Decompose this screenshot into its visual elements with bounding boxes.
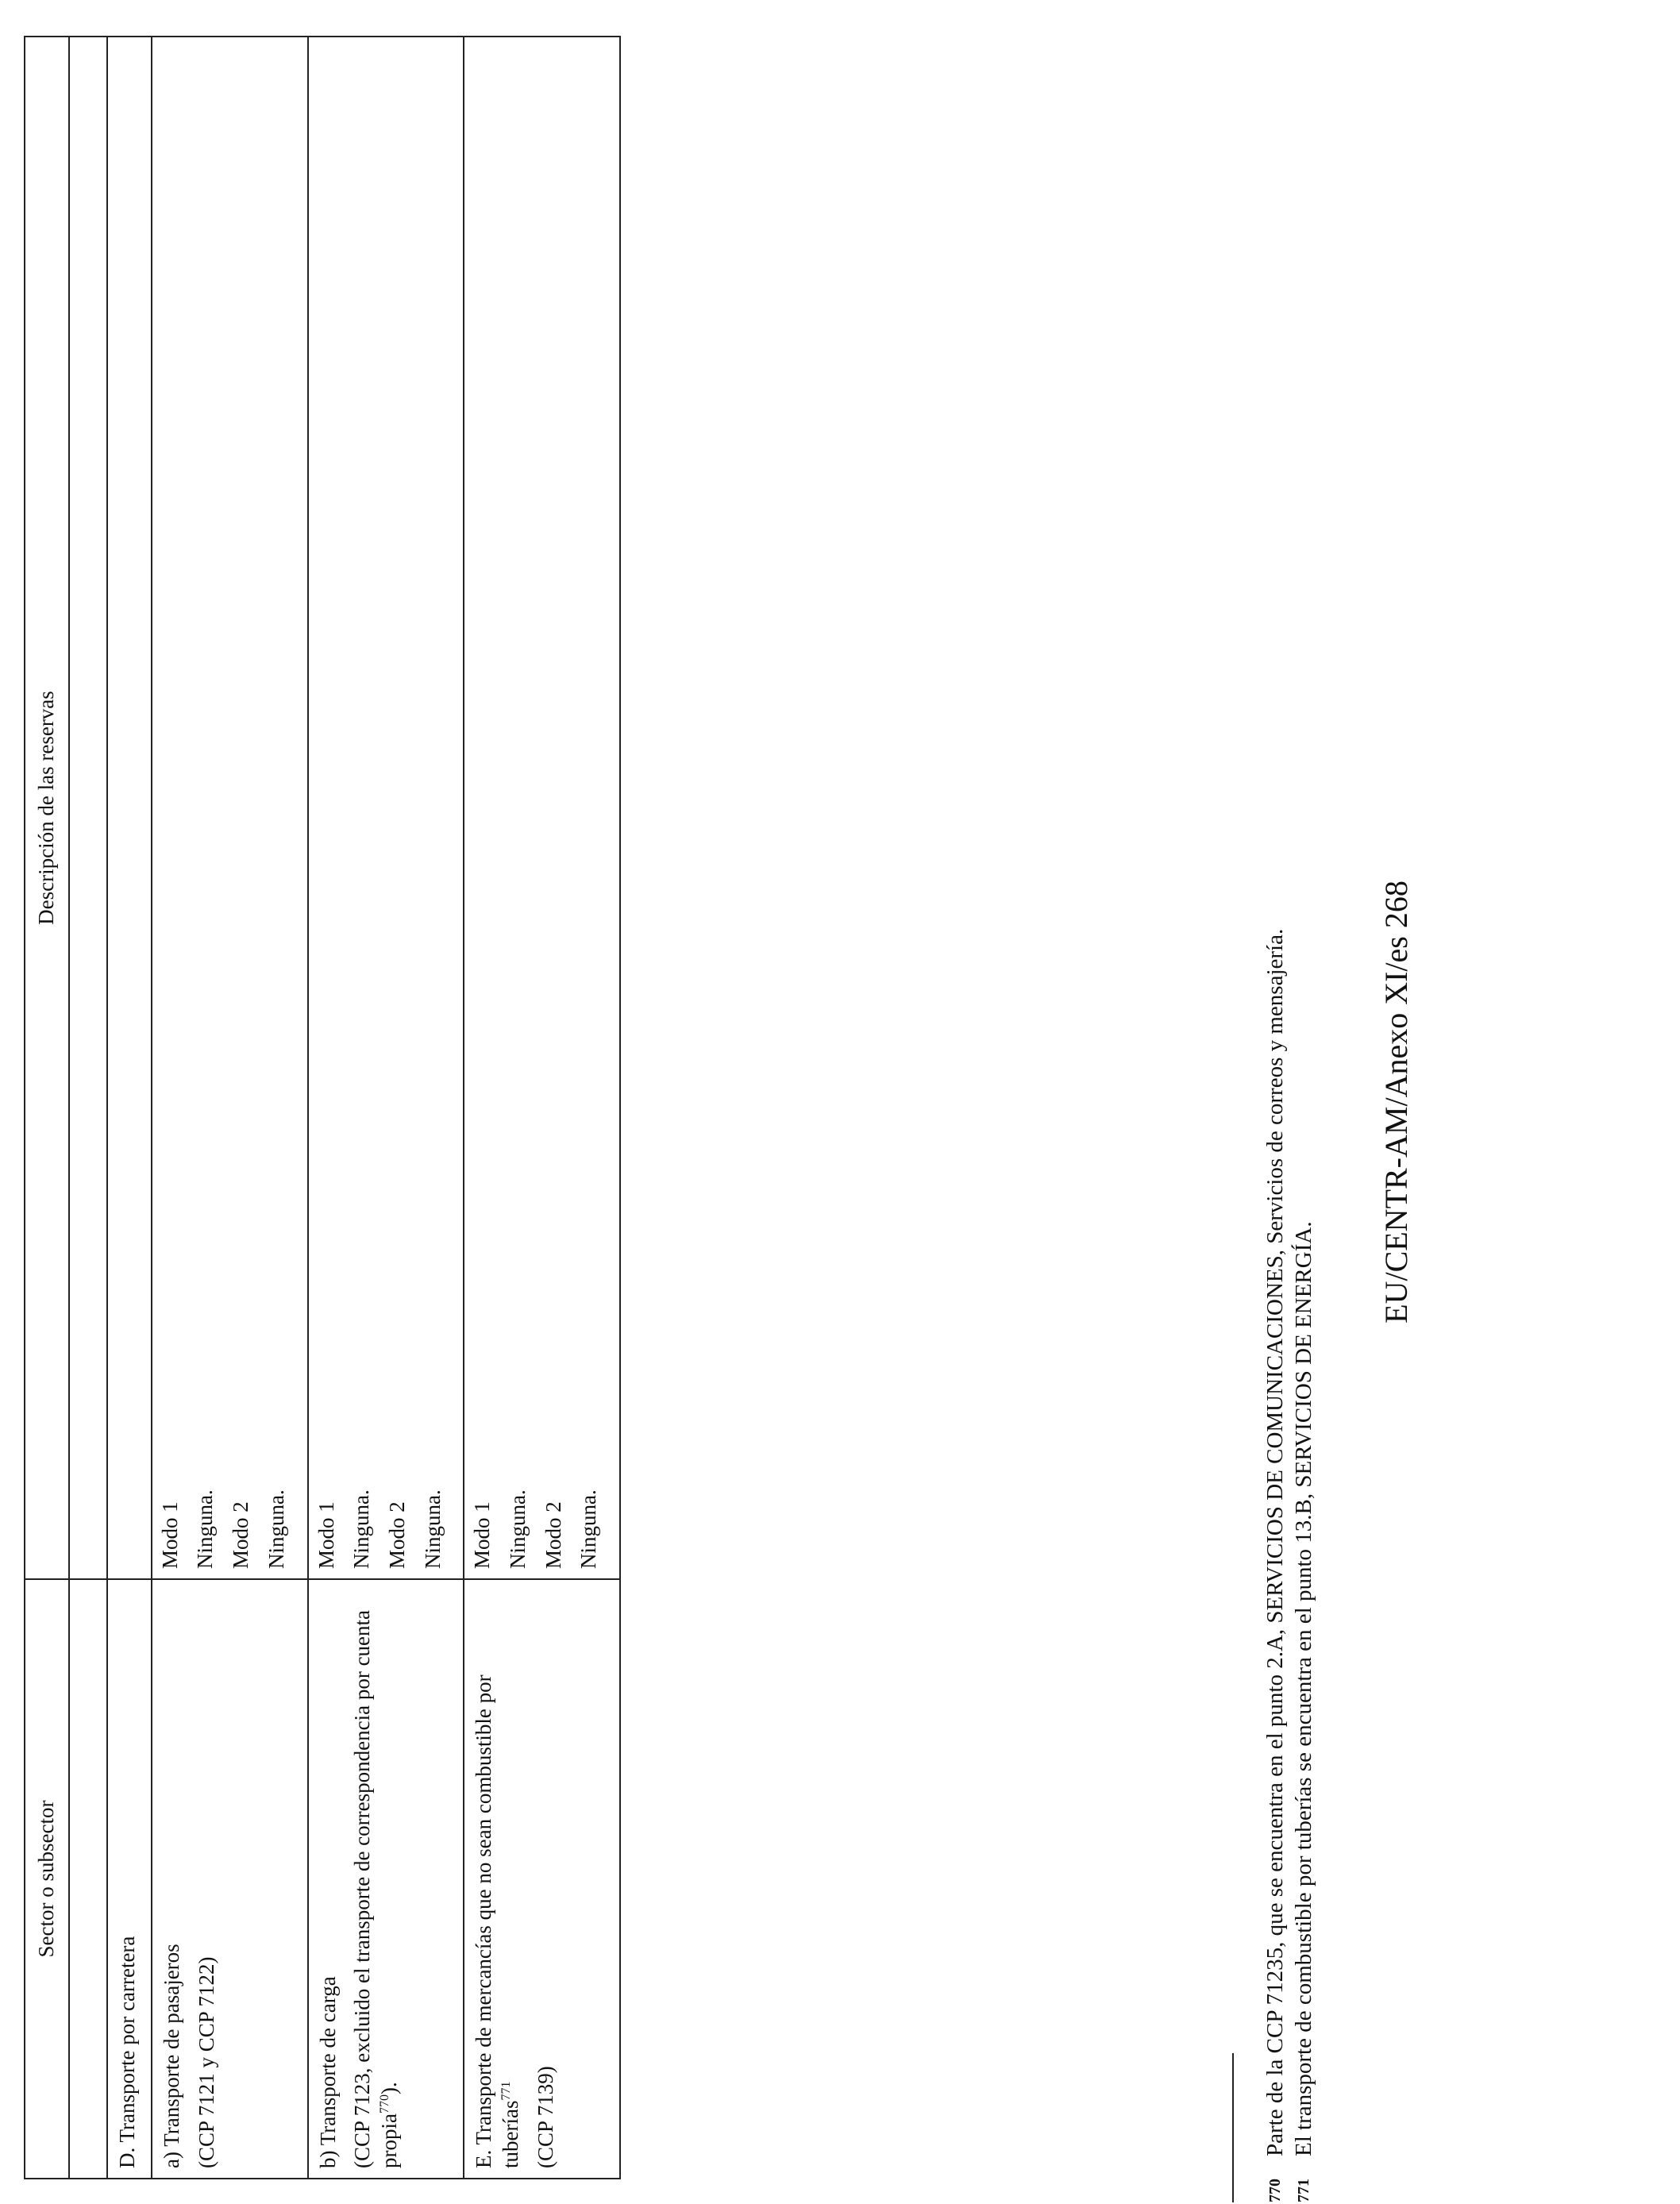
page-footer: EU/CENTR-AM/Anexo XI/es 268 <box>1378 880 1414 1324</box>
sector-title <box>471 1589 525 2168</box>
mode-label: Modo 2 <box>384 1501 409 1569</box>
footnote-separator <box>1232 2053 1234 2202</box>
sector-title-text: E. Transporte de mercancías que no sean combustible por tuberías <box>472 1674 522 2168</box>
footnote-771 <box>1289 59 1318 2202</box>
table-row <box>152 37 308 2179</box>
sector-cell <box>464 1579 620 2179</box>
table-row <box>308 37 464 2179</box>
sector-code: (CCP 7121 y CCP 7122) <box>194 1956 218 2168</box>
section-empty-cell <box>107 37 152 1579</box>
table-row <box>464 37 620 2179</box>
footnote-number: 771 <box>1295 2179 1313 2202</box>
description-cell <box>308 37 464 1579</box>
footnote-number: 770 <box>1266 2179 1284 2202</box>
footnote-ref[interactable]: 771 <box>499 2081 513 2101</box>
table-spacer-row <box>69 37 107 2179</box>
sector-code: (CCP 7139) <box>533 2066 557 2168</box>
sector-title: a) Transporte de pasajeros <box>159 1944 183 2168</box>
sector-code-text: (CCP 7123, excluido el transporte de correspondencia por cuenta propia <box>350 1609 401 2168</box>
reservations-table <box>24 36 621 2179</box>
table-section-row <box>107 37 152 2179</box>
footnote-770 <box>1261 59 1289 2202</box>
mode-label: Modo 1 <box>470 1501 495 1569</box>
description-cell <box>464 37 620 1579</box>
mode-value: Ninguna. <box>264 1489 288 1569</box>
mode-value: Ninguna. <box>349 1489 374 1569</box>
mode-value: Ninguna. <box>193 1489 218 1569</box>
mode-value: Ninguna. <box>420 1489 445 1569</box>
section-title: D. Transporte por carretera <box>107 1579 152 2179</box>
sector-cell <box>308 1579 464 2179</box>
sector-code-end: ). <box>377 2082 401 2095</box>
mode-value: Ninguna. <box>505 1489 530 1569</box>
sector-code <box>349 1589 403 2168</box>
footnotes <box>1261 59 1319 2202</box>
mode-value: Ninguna. <box>576 1489 601 1569</box>
footnote-ref[interactable]: 770 <box>378 2094 391 2114</box>
mode-label: Modo 1 <box>157 1501 182 1569</box>
spacer-cell <box>69 1579 107 2179</box>
header-description: Descripción de las reservas <box>25 37 69 1579</box>
mode-label: Modo 2 <box>229 1501 253 1569</box>
mode-label: Modo 1 <box>314 1501 338 1569</box>
footnote-text: El transporte de combustible por tuberías se encuentra en el punto 13.B, SERVICIOS DE ENERGÍA. <box>1291 1221 1317 2156</box>
mode-label: Modo 2 <box>541 1501 565 1569</box>
footnote-text: Parte de la CCP 71235, que se encuentra en el punto 2.A, SERVICIOS DE COMUNICACIONES, Servicios de correos y mensajería. <box>1262 928 1288 2156</box>
sector-cell <box>152 1579 308 2179</box>
table-header-row <box>25 37 69 2179</box>
spacer-cell <box>69 37 107 1579</box>
description-cell <box>152 37 308 1579</box>
sector-title: b) Transporte de carga <box>315 1976 340 2168</box>
header-sector: Sector o subsector <box>25 1579 69 2179</box>
